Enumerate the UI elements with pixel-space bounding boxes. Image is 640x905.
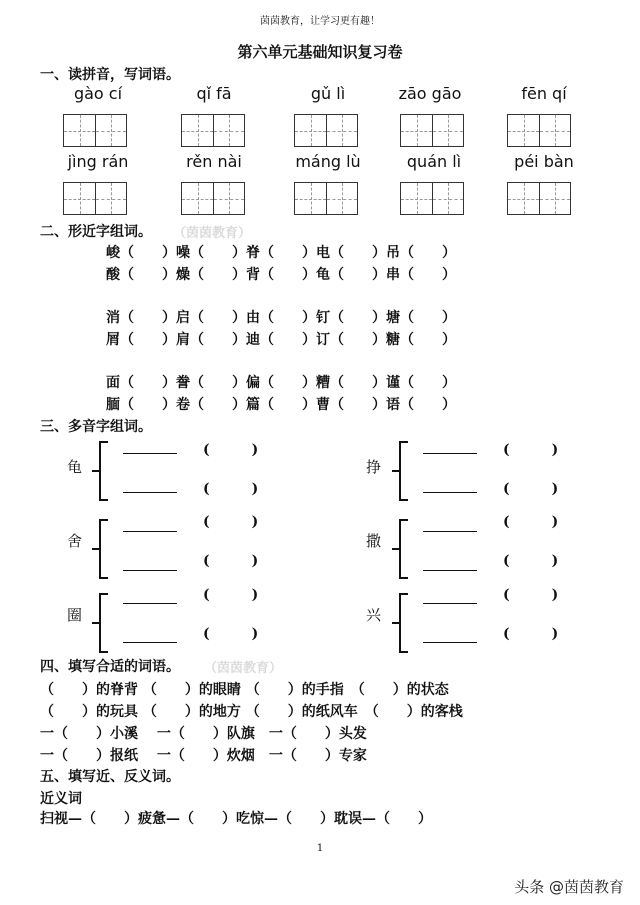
section3-heading: 三、多音字组词。 xyxy=(40,419,152,435)
answer-line[interactable] xyxy=(123,492,177,493)
answer-line[interactable] xyxy=(423,492,477,493)
pinyin: gǔ lì xyxy=(310,84,346,103)
pinyin: quán lì xyxy=(406,152,462,171)
synonym-label: 近义词 xyxy=(40,791,82,807)
word-row: 消（ ）启（ ）由（ ）钉（ ）塘（ ） xyxy=(106,310,456,326)
watermark: （茵茵教育） xyxy=(173,226,252,241)
answer-line[interactable] xyxy=(423,570,477,571)
page-number: 1 xyxy=(316,843,324,854)
word-row: 屑（ ）肩（ ）迪（ ）订（ ）糖（ ） xyxy=(106,332,456,348)
answer-line[interactable] xyxy=(123,570,177,571)
tianzige-box[interactable] xyxy=(507,114,571,147)
tianzige-box[interactable] xyxy=(294,182,358,215)
tianzige-box[interactable] xyxy=(507,182,571,215)
pinyin-paren[interactable]: ( ) xyxy=(503,481,559,497)
tianzige-box[interactable] xyxy=(181,182,245,215)
pinyin-paren[interactable]: ( ) xyxy=(203,553,259,569)
pinyin: jìng rán xyxy=(67,152,129,171)
pinyin-paren[interactable]: ( ) xyxy=(203,442,259,458)
word-row: 酸（ ）燥（ ）背（ ）龟（ ）串（ ） xyxy=(106,267,456,283)
pinyin: fēn qí xyxy=(521,84,567,103)
answer-line[interactable] xyxy=(423,531,477,532)
polyphone-char: 兴 xyxy=(366,606,382,624)
watermark: （茵茵教育） xyxy=(204,661,283,676)
polyphone-char: 撒 xyxy=(366,532,382,550)
fill-row: 一（ ）小溪 一（ ）队旗 一（ ）头发 xyxy=(40,726,367,742)
tianzige-box[interactable] xyxy=(294,114,358,147)
pinyin: máng lù xyxy=(295,152,361,171)
polyphone-char: 圈 xyxy=(67,606,83,624)
word-row: 峻（ ）噪（ ）脊（ ）电（ ）吊（ ） xyxy=(106,245,456,261)
tianzige-box[interactable] xyxy=(63,182,127,215)
fill-row: 一（ ）报纸 一（ ）炊烟 一（ ）专家 xyxy=(40,748,367,764)
section2-heading: 二、形近字组词。 xyxy=(40,224,152,240)
pinyin: qǐ fā xyxy=(196,84,232,103)
pinyin-paren[interactable]: ( ) xyxy=(503,442,559,458)
pinyin: rěn nài xyxy=(186,152,242,171)
polyphone-char: 龟 xyxy=(67,458,83,476)
polyphone-char: 挣 xyxy=(366,458,382,476)
pinyin-paren[interactable]: ( ) xyxy=(203,626,259,642)
fill-row: （ ）的玩具 （ ）的地方 （ ）的纸风车 （ ）的客栈 xyxy=(40,704,463,720)
brace-icon xyxy=(390,440,410,502)
tianzige-box[interactable] xyxy=(400,114,464,147)
pinyin-paren[interactable]: ( ) xyxy=(203,514,259,530)
answer-line[interactable] xyxy=(123,453,177,454)
answer-line[interactable] xyxy=(123,531,177,532)
pinyin-paren[interactable]: ( ) xyxy=(503,514,559,530)
pinyin: péi bàn xyxy=(514,152,574,171)
brace-icon xyxy=(90,592,110,654)
header-slogan: 茵茵教育，让学习更有趣！ xyxy=(260,16,380,27)
brace-icon xyxy=(390,518,410,580)
pinyin-paren[interactable]: ( ) xyxy=(503,626,559,642)
answer-line[interactable] xyxy=(123,642,177,643)
tianzige-box[interactable] xyxy=(400,182,464,215)
word-row: 腼（ ）卷（ ）篇（ ）曹（ ）语（ ） xyxy=(106,397,456,413)
brace-icon xyxy=(390,592,410,654)
brace-icon xyxy=(90,518,110,580)
section5-heading: 五、填写近、反义词。 xyxy=(40,769,180,785)
tianzige-box[interactable] xyxy=(181,114,245,147)
section1-heading: 一、读拼音，写词语。 xyxy=(40,67,180,83)
fill-row: （ ）的脊背 （ ）的眼睛 （ ）的手指 （ ）的状态 xyxy=(40,682,449,698)
pinyin: gào cí xyxy=(73,84,123,103)
answer-line[interactable] xyxy=(423,603,477,604)
brace-icon xyxy=(90,440,110,502)
answer-line[interactable] xyxy=(423,453,477,454)
pinyin-paren[interactable]: ( ) xyxy=(203,481,259,497)
pinyin-paren[interactable]: ( ) xyxy=(503,553,559,569)
source-credit: 头条 @茵茵教育 xyxy=(514,878,624,896)
section4-heading: 四、填写合适的词语。 xyxy=(40,659,180,675)
word-row: 面（ ）誊（ ）偏（ ）糟（ ）谨（ ） xyxy=(106,375,456,391)
page-title: 第六单元基础知识复习卷 xyxy=(237,43,403,61)
answer-line[interactable] xyxy=(423,642,477,643)
pinyin: zāo gāo xyxy=(398,84,462,103)
pinyin-paren[interactable]: ( ) xyxy=(503,587,559,603)
answer-line[interactable] xyxy=(123,603,177,604)
pinyin-paren[interactable]: ( ) xyxy=(203,587,259,603)
synonym-row: 扫视—（ ）疲惫—（ ）吃惊—（ ）耽误—（ ） xyxy=(40,811,432,827)
tianzige-box[interactable] xyxy=(63,114,127,147)
polyphone-char: 舍 xyxy=(67,532,83,550)
